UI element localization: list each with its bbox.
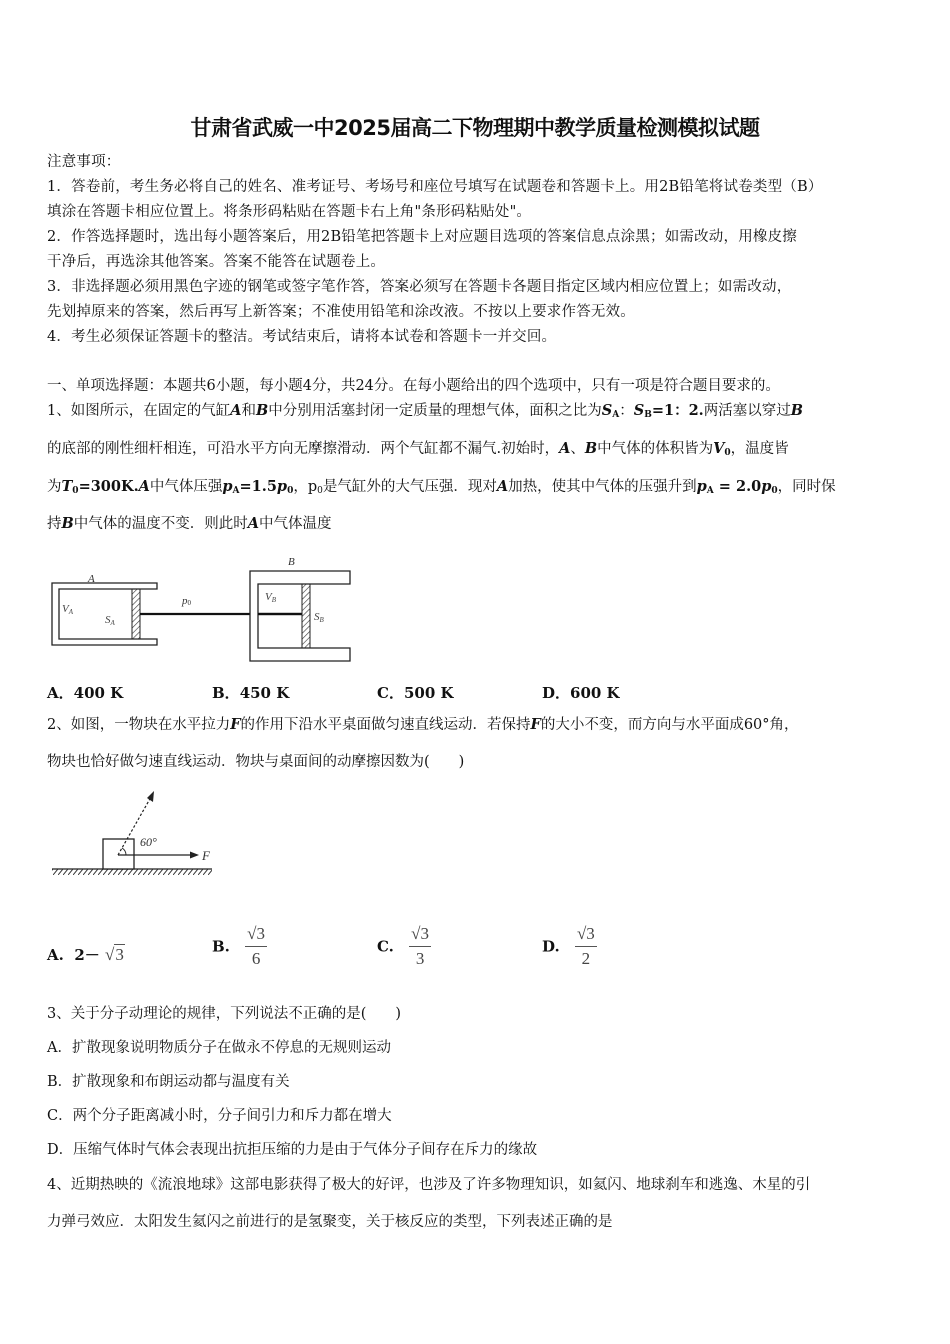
q1-option-a[interactable]: A．400 K <box>47 684 124 702</box>
q3-option-a[interactable]: A．扩散现象说明物质分子在做永不停息的无规则运动 <box>47 1040 391 1056</box>
notice-line-3: 2．作答选择题时，选出每小题答案后，用2B铅笔把答题卡上对应题目选项的答案信息点涂黑；如需改动，用橡皮擦 <box>47 229 798 245</box>
q2-option-c[interactable]: C. $\frac{√3}{3}$ <box>377 924 429 968</box>
angle-label: 60° <box>140 835 157 849</box>
svg-text:p0: p0 <box>182 595 191 607</box>
section-heading: 一、单项选择题：本题共6小题，每小题4分，共24分。在每小题给出的四个选项中，只有一项是符合题目要求的。 <box>47 378 780 394</box>
q2-option-d[interactable]: D. $\frac{√3}{2}$ <box>542 924 595 968</box>
q1-cylinder-diagram <box>40 550 360 665</box>
q2-stem-line-2: 物块也恰好做匀速直线运动．物块与桌面间的动摩擦因数为( ) <box>47 754 465 770</box>
notice-heading: 注意事项： <box>47 154 121 170</box>
label-b: B <box>288 556 295 568</box>
q2-options <box>47 922 927 972</box>
svg-text:VA: VA <box>62 603 74 616</box>
svg-text:SA: SA <box>105 614 115 627</box>
force-label: F <box>202 848 210 863</box>
svg-text:VB: VB <box>265 591 277 604</box>
notice-line-5: 3．非选择题必须用黑色字迹的钢笔或签字笔作答，答案必须写在答题卡各题目指定区域内相应位置上；如需改动， <box>47 279 792 295</box>
label-a: A <box>88 573 95 585</box>
q4-stem-line-2: 力弹弓效应．太阳发生氦闪之前进行的是氢聚变，关于核反应的类型，下列表述正确的是 <box>47 1214 613 1230</box>
q3-stem: 3、关于分子动理论的规律，下列说法不正确的是( ) <box>47 1006 402 1022</box>
notice-line-7: 4．考生必须保证答题卡的整洁。考试结束后，请将本试卷和答题卡一并交回。 <box>47 329 557 345</box>
q4-stem-line-1: 4、近期热映的《流浪地球》这部电影获得了极大的好评，也涉及了许多物理知识，如氦闪、地球刹车和逃逸、木星的引 <box>47 1177 811 1193</box>
q1-stem-line-1: 1、如图所示，在固定的气缸A和B中分别用活塞封闭一定质量的理想气体，面积之比为$S_A$：$S_B=1$：2.两活塞以穿过B <box>47 402 803 420</box>
q1-option-d[interactable]: D．600 K <box>542 684 620 702</box>
q2-block-force-diagram <box>48 785 223 885</box>
sqrt-symbol: √3 <box>105 945 124 964</box>
q2-option-a[interactable]: A. 2－ √3 <box>47 945 124 964</box>
svg-text:SB: SB <box>314 611 324 624</box>
q3-option-b[interactable]: B．扩散现象和布朗运动都与温度有关 <box>47 1074 290 1090</box>
q1-stem-line-4: 持B中气体的温度不变．则此时A中气体温度 <box>47 515 332 532</box>
q2-option-b[interactable]: B. $\frac{√3}{6}$ <box>212 924 265 968</box>
q1-option-b[interactable]: B．450 K <box>212 684 290 702</box>
notice-line-2: 填涂在答题卡相应位置上。将条形码粘贴在答题卡右上角"条形码粘贴处"。 <box>47 204 532 220</box>
notice-line-6: 先划掉原来的答案，然后再写上新答案；不准使用铅笔和涂改液。不按以上要求作答无效。 <box>47 304 635 320</box>
q3-option-d[interactable]: D．压缩气体时气体会表现出抗拒压缩的力是由于气体分子间存在斥力的缘故 <box>47 1142 538 1158</box>
q1-stem-line-3: 为$T_0=300K.A$中气体压强$p_A=1.5p_0$，$p_0$是气缸外的大气压强．现对A加热，使其中气体的压强升到$p_A = 2.0p_0$，同时保 <box>47 478 836 496</box>
q1-options <box>47 682 927 702</box>
q1-stem-line-2: 的底部的刚性细杆相连，可沿水平方向无摩擦滑动．两个气缸都不漏气.初始时，A、B中气体的体积皆为$V_0$，温度皆 <box>47 440 789 458</box>
q3-option-c[interactable]: C．两个分子距离减小时，分子间引力和斥力都在增大 <box>47 1108 392 1124</box>
page-title: 甘肃省武威一中2025届高二下物理期中教学质量检测模拟试题 <box>190 116 760 140</box>
notice-line-4: 干净后，再选涂其他答案。答案不能答在试题卷上。 <box>47 254 386 270</box>
q1-option-c[interactable]: C．500 K <box>377 684 454 702</box>
notice-line-1: 1．答卷前，考生务必将自己的姓名、准考证号、考场号和座位号填写在试题卷和答题卡上。用2B铅笔将试卷类型（B） <box>47 179 823 195</box>
q2-stem-line-1: 2、如图，一物块在水平拉力F的作用下沿水平桌面做匀速直线运动．若保持F的大小不变，而方向与水平面成60°角， <box>47 716 799 733</box>
